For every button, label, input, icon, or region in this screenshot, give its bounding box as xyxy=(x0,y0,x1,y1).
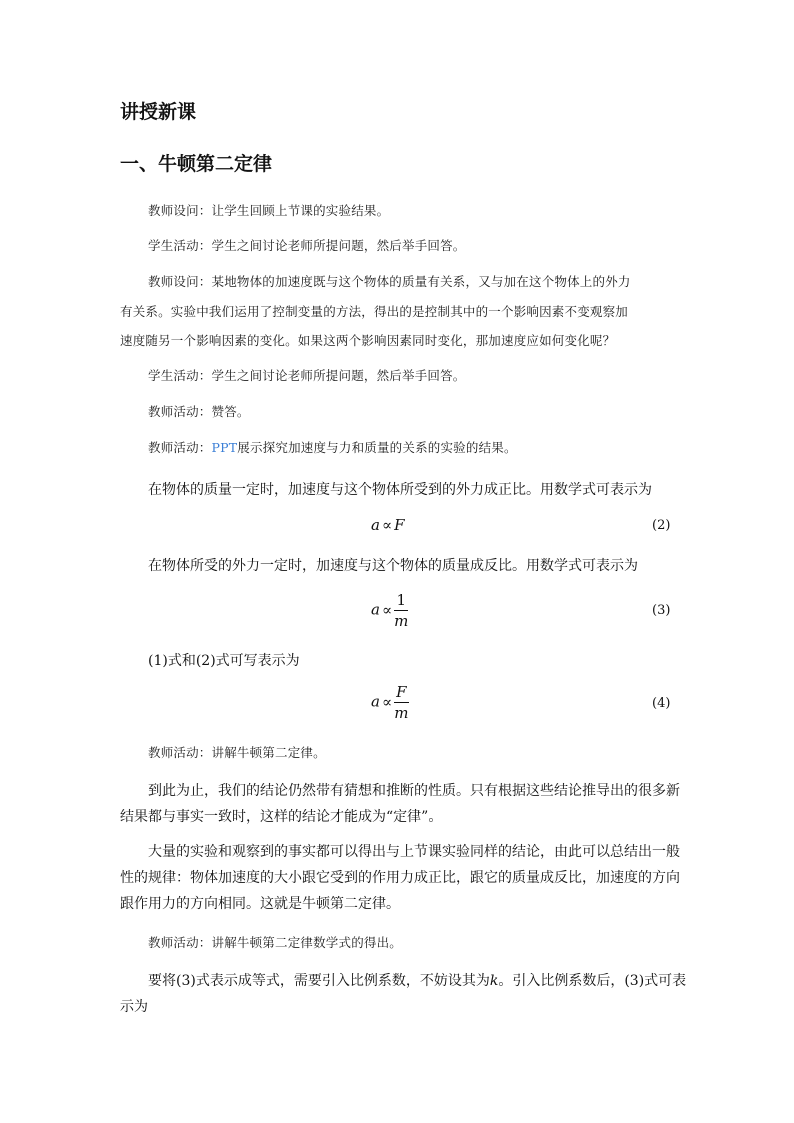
paragraph-proportionality-line1 xyxy=(148,970,686,990)
ppt-label: PPT xyxy=(211,440,238,455)
subsection-heading: 一、牛顿第二定律 xyxy=(120,153,273,175)
teacher-activity-prefix: 教师活动： xyxy=(148,440,212,455)
paragraph-teacher-activity-3: 教师活动：讲解牛顿第二定律。 xyxy=(148,745,326,760)
fraction-4-numerator: F xyxy=(396,683,407,701)
paragraph-force-constant: 在物体所受的外力一定时，加速度与这个物体的质量成反比。用数学式可表示为 xyxy=(148,558,638,574)
paragraph-combine: (1)式和(2)式可写表示为 xyxy=(148,653,300,669)
proportional-symbol: ∝ xyxy=(381,600,393,619)
paragraph-teacher-activity-1: 教师活动：赞答。 xyxy=(148,404,250,419)
paragraph-conclusion-line2: 结果都与事实一致时，这样的结论才能成为“定律”。 xyxy=(120,809,443,825)
proportional-symbol: ∝ xyxy=(381,692,393,711)
fraction-4-denominator: m xyxy=(394,704,409,722)
equation-4-number: (4) xyxy=(652,696,671,711)
equation-2-lhs: a xyxy=(371,516,380,534)
paragraph-student-activity-1: 学生活动：学生之间讨论老师所提问题，然后举手回答。 xyxy=(148,238,466,253)
equation-3-lhs: a xyxy=(371,600,380,619)
equation-3-number: (3) xyxy=(652,603,671,618)
proportionality-text-a: 要将(3)式表示成等式，需要引入比例系数，不妨设其为 xyxy=(148,973,490,989)
paragraph-teacher-activity-4: 教师活动：讲解牛顿第二定律数学式的得出。 xyxy=(148,935,403,950)
paragraph-student-activity-2: 学生活动：学生之间讨论老师所提问题，然后举手回答。 xyxy=(148,368,466,383)
equation-2-rhs: F xyxy=(394,516,405,534)
paragraph-teacher-activity-2 xyxy=(148,438,517,456)
equation-4-lhs: a xyxy=(371,692,380,711)
paragraph-proportionality-line2: 示为 xyxy=(120,999,148,1015)
paragraph-conclusion-line1: 到此为止，我们的结论仍然带有猜想和推断的性质。只有根据这些结论推导出的很多新 xyxy=(148,783,680,799)
paragraph-teacher-question-2-line2: 有关系。实验中我们运用了控制变量的方法，得出的是控制其中的一个影响因素不变观察加 xyxy=(120,304,629,319)
proportional-symbol: ∝ xyxy=(381,516,393,534)
paragraph-teacher-question-2-line3: 速度随另一个影响因素的变化。如果这两个影响因素同时变化，那加速度应如何变化呢？ xyxy=(120,333,616,348)
fraction-3-numerator: 1 xyxy=(394,590,408,611)
section-heading: 讲授新课 xyxy=(120,101,197,123)
equation-4 xyxy=(371,682,409,723)
constant-k: k xyxy=(489,973,499,989)
equation-3 xyxy=(371,590,408,631)
fraction-3-denominator: m xyxy=(394,612,409,630)
equation-2-number: (2) xyxy=(652,518,671,533)
fraction-3 xyxy=(394,590,408,631)
paragraph-teacher-question-2-line1: 教师设问：某地物体的加速度既与这个物体的质量有关系，又与加在这个物体上的外力 xyxy=(148,274,631,289)
paragraph-law-line3: 跟作用力的方向相同。这就是牛顿第二定律。 xyxy=(120,896,400,912)
paragraph-mass-constant: 在物体的质量一定时，加速度与这个物体所受到的外力成正比。用数学式可表示为 xyxy=(148,482,652,498)
paragraph-law-line2: 性的规律：物体加速度的大小跟它受到的作用力成正比，跟它的质量成反比，加速度的方向 xyxy=(120,870,680,886)
teacher-activity-suffix: 展示探究加速度与力和质量的关系的实验的结果。 xyxy=(237,440,517,455)
proportionality-text-b: 。引入比例系数后，(3)式可表 xyxy=(498,973,687,989)
fraction-4 xyxy=(394,682,408,723)
equation-2 xyxy=(371,516,405,534)
paragraph-teacher-question-1: 教师设问：让学生回顾上节课的实验结果。 xyxy=(148,203,390,218)
paragraph-law-line1: 大量的实验和观察到的事实都可以得出与上节课实验同样的结论，由此可以总结出一般 xyxy=(148,844,680,860)
